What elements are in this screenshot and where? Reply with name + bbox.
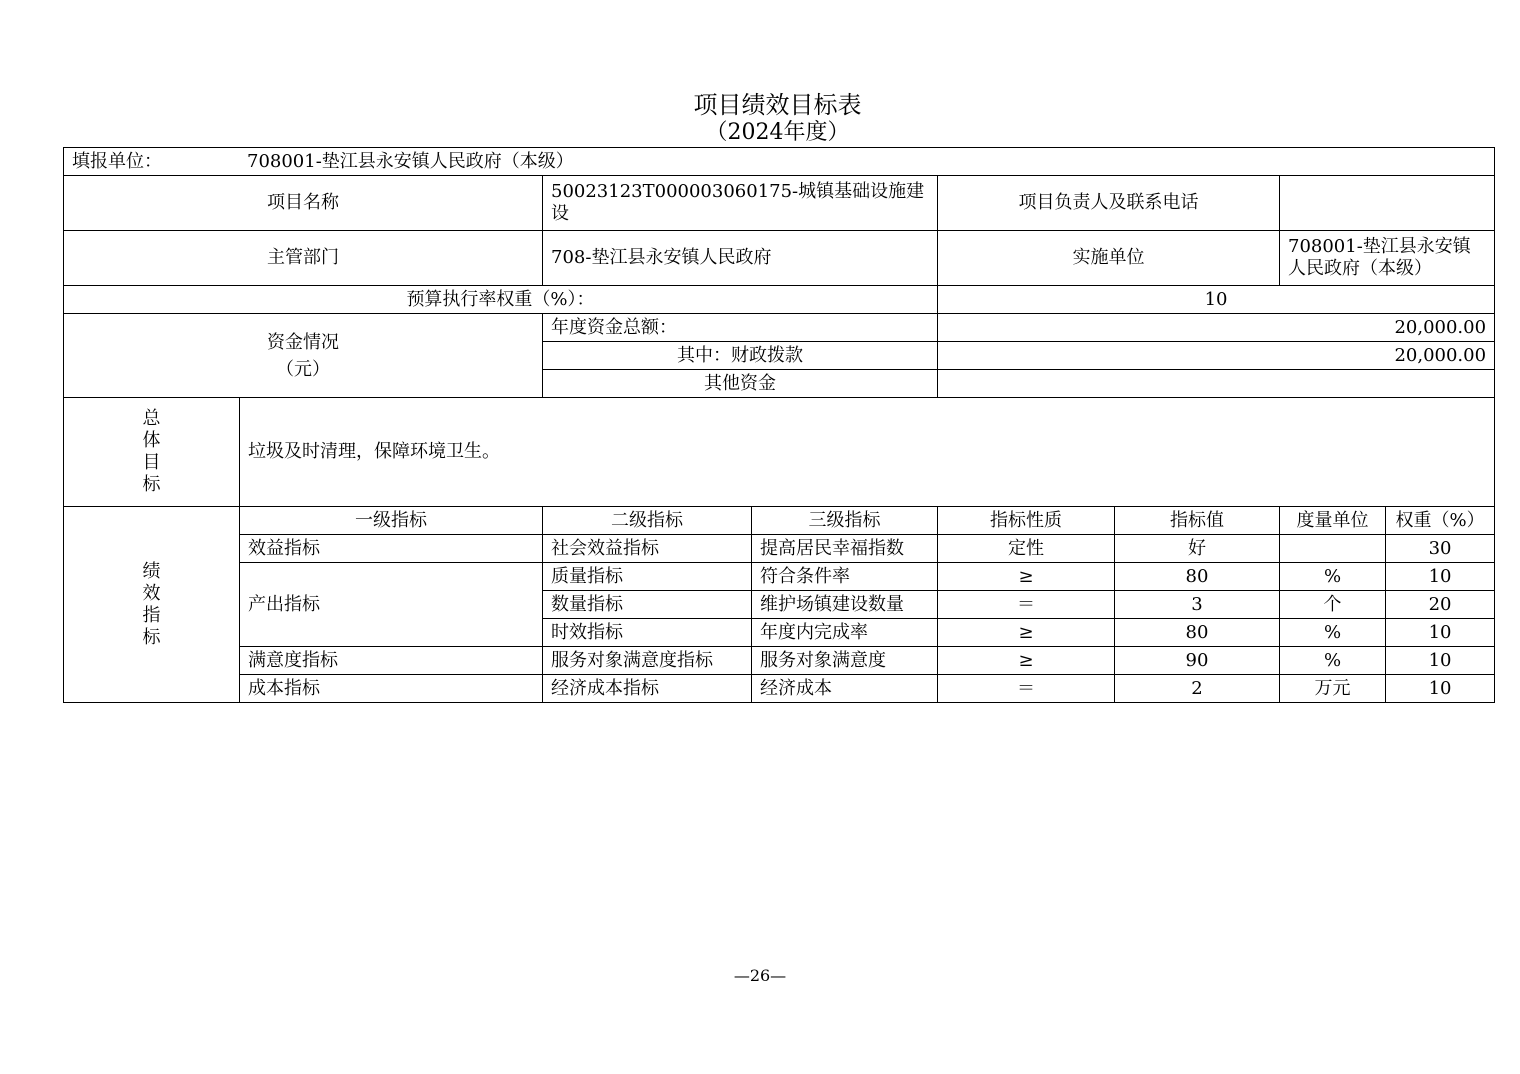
dept-value: 708-垫江县永安镇人民政府 bbox=[543, 231, 938, 286]
impl-value: 708001-垫江县永安镇人民政府（本级） bbox=[1280, 231, 1495, 286]
goal-label-char: 体 bbox=[142, 430, 161, 451]
indicator-unit: 万元 bbox=[1280, 675, 1386, 703]
header-level3: 三级指标 bbox=[752, 507, 938, 535]
project-name-row bbox=[64, 176, 1495, 231]
header-weight: 权重（%） bbox=[1386, 507, 1495, 535]
page-subtitle: （2024年度） bbox=[705, 120, 850, 145]
indicator-level2: 社会效益指标 bbox=[543, 535, 752, 563]
funds-total-row bbox=[64, 314, 1495, 342]
indicator-weight: 10 bbox=[1386, 619, 1495, 647]
perf-label-char: 效 bbox=[142, 582, 161, 604]
indicator-value: 好 bbox=[1115, 535, 1280, 563]
indicator-nature: ＝ bbox=[938, 675, 1115, 703]
indicator-level3: 经济成本 bbox=[752, 675, 938, 703]
indicator-value: 80 bbox=[1115, 563, 1280, 591]
goal-label-char: 标 bbox=[142, 474, 161, 495]
annual-total-value: 20,000.00 bbox=[938, 314, 1495, 342]
indicator-level2: 质量指标 bbox=[543, 563, 752, 591]
table-row bbox=[64, 563, 1495, 591]
page-title: 项目绩效目标表 bbox=[693, 91, 862, 119]
goal-text: 垃圾及时清理，保障环境卫生。 bbox=[240, 398, 1495, 507]
indicator-nature: 定性 bbox=[938, 535, 1115, 563]
header-unit: 度量单位 bbox=[1280, 507, 1386, 535]
project-name-value: 50023123T000003060175-城镇基础设施建设 bbox=[543, 176, 938, 231]
indicator-header-row bbox=[64, 507, 1495, 535]
contact-value bbox=[1280, 176, 1495, 231]
indicator-weight: 10 bbox=[1386, 647, 1495, 675]
header-level1: 一级指标 bbox=[240, 507, 543, 535]
indicator-weight: 10 bbox=[1386, 563, 1495, 591]
dept-row bbox=[64, 231, 1495, 286]
unit-row bbox=[64, 148, 1495, 176]
indicator-value: 3 bbox=[1115, 591, 1280, 619]
goal-label bbox=[64, 398, 240, 507]
indicator-level2: 服务对象满意度指标 bbox=[543, 647, 752, 675]
indicator-unit: 个 bbox=[1280, 591, 1386, 619]
performance-target-table bbox=[63, 147, 1495, 703]
perf-label-char: 指 bbox=[142, 604, 161, 626]
indicator-nature: ≥ bbox=[938, 619, 1115, 647]
perf-label-char: 绩 bbox=[142, 560, 161, 582]
indicator-level2: 数量指标 bbox=[543, 591, 752, 619]
goal-row bbox=[64, 398, 1495, 507]
indicator-unit: % bbox=[1280, 563, 1386, 591]
other-label: 其他资金 bbox=[543, 370, 938, 398]
budget-weight-row bbox=[64, 286, 1495, 314]
page-number: —26— bbox=[733, 966, 787, 985]
indicator-nature: ＝ bbox=[938, 591, 1115, 619]
table-row bbox=[64, 647, 1495, 675]
indicator-level1: 成本指标 bbox=[240, 675, 543, 703]
funds-label-line1: 资金情况 bbox=[267, 331, 339, 353]
project-name-label: 项目名称 bbox=[64, 176, 543, 231]
indicator-unit: % bbox=[1280, 647, 1386, 675]
indicator-level3: 提高居民幸福指数 bbox=[752, 535, 938, 563]
indicator-value: 90 bbox=[1115, 647, 1280, 675]
unit-label: 填报单位： bbox=[72, 150, 162, 172]
indicator-level2: 经济成本指标 bbox=[543, 675, 752, 703]
indicator-nature: ≥ bbox=[938, 563, 1115, 591]
funds-label-line2: （元） bbox=[276, 358, 330, 380]
indicator-weight: 10 bbox=[1386, 675, 1495, 703]
indicator-weight: 30 bbox=[1386, 535, 1495, 563]
impl-label: 实施单位 bbox=[938, 231, 1280, 286]
goal-label-char: 总 bbox=[142, 408, 161, 429]
funds-label bbox=[64, 314, 543, 398]
indicator-unit bbox=[1280, 535, 1386, 563]
header-nature: 指标性质 bbox=[938, 507, 1115, 535]
indicator-level2: 时效指标 bbox=[543, 619, 752, 647]
fiscal-label: 其中：财政拨款 bbox=[543, 342, 938, 370]
budget-weight-value: 10 bbox=[938, 286, 1495, 314]
goal-label-char: 目 bbox=[142, 452, 161, 473]
budget-weight-label: 预算执行率权重（%）： bbox=[64, 286, 938, 314]
indicator-level1: 效益指标 bbox=[240, 535, 543, 563]
annual-total-label: 年度资金总额： bbox=[543, 314, 938, 342]
indicator-level3: 年度内完成率 bbox=[752, 619, 938, 647]
fiscal-value: 20,000.00 bbox=[938, 342, 1495, 370]
header-value: 指标值 bbox=[1115, 507, 1280, 535]
indicator-level1: 满意度指标 bbox=[240, 647, 543, 675]
table-row bbox=[64, 675, 1495, 703]
indicator-level3: 服务对象满意度 bbox=[752, 647, 938, 675]
other-value bbox=[938, 370, 1495, 398]
table-row bbox=[64, 535, 1495, 563]
dept-label: 主管部门 bbox=[64, 231, 543, 286]
indicator-level3: 维护场镇建设数量 bbox=[752, 591, 938, 619]
indicator-value: 2 bbox=[1115, 675, 1280, 703]
indicator-value: 80 bbox=[1115, 619, 1280, 647]
unit-value: 708001-垫江县永安镇人民政府（本级） bbox=[247, 150, 574, 172]
perf-label-char: 标 bbox=[142, 626, 161, 648]
indicator-weight: 20 bbox=[1386, 591, 1495, 619]
indicator-level3: 符合条件率 bbox=[752, 563, 938, 591]
indicator-level1: 产出指标 bbox=[240, 563, 543, 647]
indicator-nature: ≥ bbox=[938, 647, 1115, 675]
contact-label: 项目负责人及联系电话 bbox=[938, 176, 1280, 231]
perf-label bbox=[64, 507, 240, 703]
header-level2: 二级指标 bbox=[543, 507, 752, 535]
indicator-unit: % bbox=[1280, 619, 1386, 647]
